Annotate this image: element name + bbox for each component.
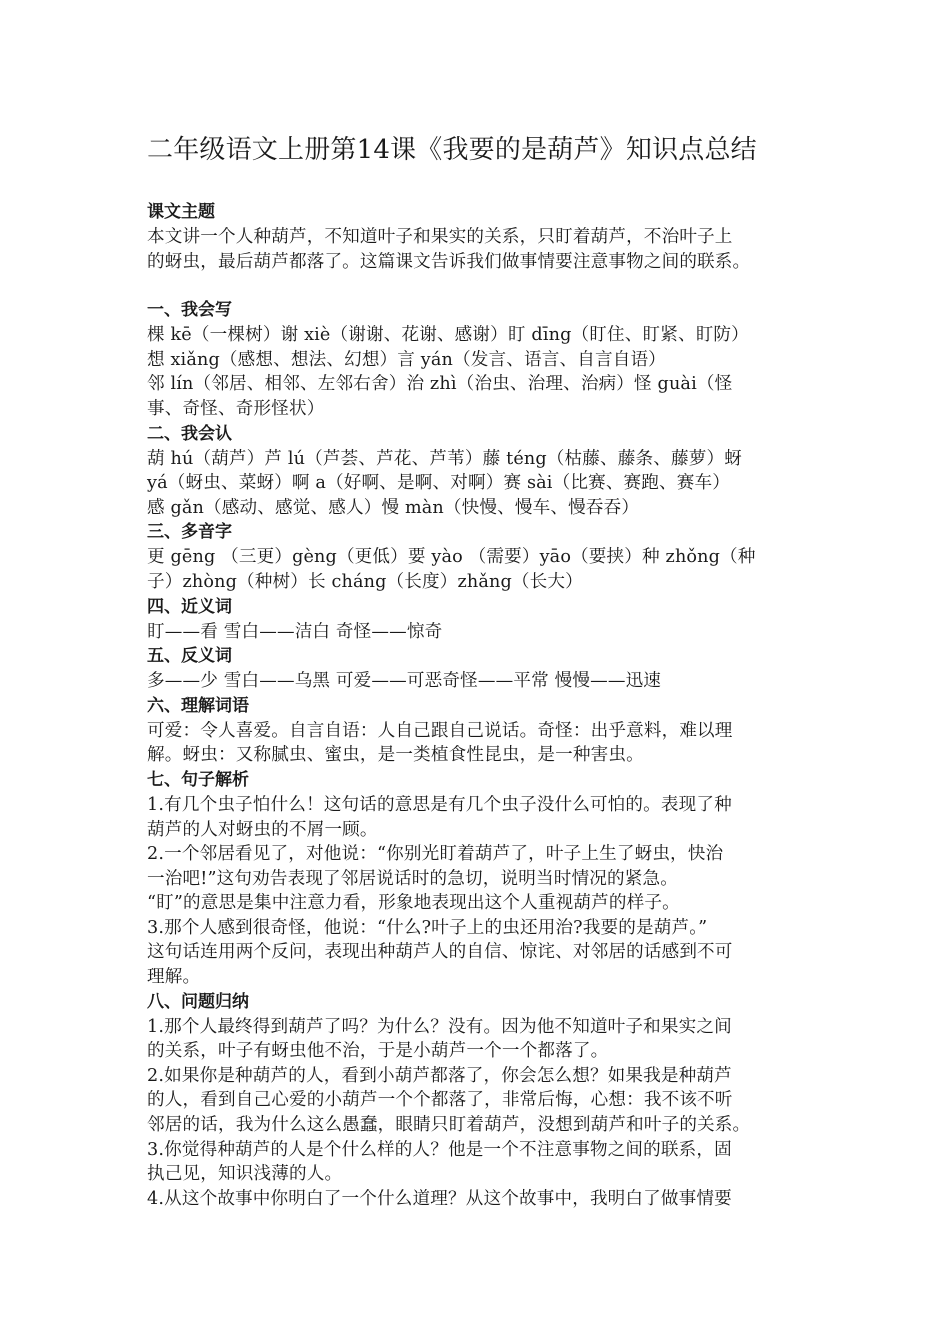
- questions-line: 执己见，知识浅薄的人。: [147, 1164, 343, 1185]
- section-heading-theme: 课文主题: [147, 202, 215, 222]
- write-line: 想 xiǎng（感想、想法、幻想）言 yán（发言、语言、自言自语）: [147, 349, 666, 370]
- questions-line: 邻居的话，我为什么这么愚蠢，眼睛只盯着葫芦，没想到葫芦和叶子的关系。: [147, 1115, 751, 1136]
- section-heading-antonyms: 五、反义词: [147, 646, 232, 667]
- polyphones-line: 子）zhòng（种树）长 cháng（长度）zhǎng（长大）: [147, 571, 583, 592]
- write-line: 邻 lín（邻居、相邻、左邻右舍）治 zhì（治虫、治理、治病）怪 guài（怪: [147, 374, 733, 395]
- questions-line: 的人，看到自己心爱的小葫芦一个个都落了，非常后悔，心想：我不该不听: [147, 1090, 733, 1111]
- sentence-analysis-line: 这句话连用两个反问，表现出种葫芦人的自信、惊诧、对邻居的话感到不可: [147, 942, 733, 963]
- theme-line: 的蚜虫，最后葫芦都落了。这篇课文告诉我们做事情要注意事物之间的联系。: [147, 251, 751, 272]
- section-heading-sentence-analysis: 七、句子解析: [147, 769, 249, 790]
- recognize-line: yá（蚜虫、菜蚜）啊 a（好啊、是啊、对啊）赛 sài（比赛、赛跑、赛车）: [147, 473, 731, 494]
- section-heading-synonyms: 四、近义词: [147, 596, 232, 617]
- questions-line: 2.如果你是种葫芦的人，看到小葫芦都落了，你会怎么想？如果我是种葫芦: [147, 1065, 732, 1086]
- section-heading-recognize: 二、我会认: [147, 423, 232, 444]
- write-line: 棵 kē（一棵树）谢 xiè（谢谢、花谢、感谢）盯 dīng（盯住、盯紧、盯防）: [147, 325, 749, 346]
- paragraph-gap: [147, 274, 819, 298]
- recognize-line: 葫 hú（葫芦）芦 lú（芦荟、芦花、芦苇）藤 téng（枯藤、藤条、藤萝）蚜: [147, 448, 742, 469]
- vocabulary-line: 可爱：令人喜爱。自言自语：人自己跟自己说话。奇怪：出乎意料，难以理: [147, 720, 733, 741]
- questions-line: 3.你觉得种葫芦的人是个什么样的人？他是一个不注意事物之间的联系，固: [147, 1139, 732, 1160]
- vocabulary-line: 解。蚜虫：又称腻虫、蜜虫，是一类植食性昆虫，是一种害虫。: [147, 745, 644, 766]
- questions-line: 1.那个人最终得到葫芦了吗？为什么？没有。因为他不知道叶子和果实之间: [147, 1016, 732, 1037]
- section-heading-polyphones: 三、多音字: [147, 522, 232, 543]
- sentence-analysis-line: “盯”的意思是集中注意力看，形象地表现出这个人重视葫芦的样子。: [147, 893, 680, 914]
- document-body: [147, 200, 819, 1211]
- sentence-analysis-line: 2.一个邻居看见了，对他说：“你别光盯着葫芦了，叶子上生了蚜虫，快治: [147, 844, 724, 865]
- sentence-analysis-line: 一治吧!”这句劝告表现了邻居说话时的急切，说明当时情况的紧急。: [147, 868, 678, 889]
- recognize-line: 感 gǎn（感动、感觉、感人）慢 màn（快慢、慢车、慢吞吞）: [147, 497, 640, 518]
- section-heading-questions: 八、问题归纳: [147, 991, 249, 1012]
- sentence-analysis-line: 3.那个人感到很奇怪，他说：“什么?叶子上的虫还用治?我要的是葫芦。”: [147, 917, 708, 938]
- synonyms-line: 盯——看 雪白——洁白 奇怪——惊奇: [147, 621, 443, 642]
- sentence-analysis-line: 1.有几个虫子怕什么！这句话的意思是有几个虫子没什么可怕的。表现了种: [147, 794, 732, 815]
- sentence-analysis-line: 理解。: [147, 967, 201, 988]
- page-title: 二年级语文上册第14课《我要的是葫芦》知识点总结: [147, 135, 757, 165]
- section-heading-vocabulary: 六、理解词语: [147, 695, 249, 716]
- questions-line: 4.从这个故事中你明白了一个什么道理？从这个故事中，我明白了做事情要: [147, 1188, 732, 1209]
- polyphones-line: 更 gēng （三更）gèng（更低）要 yào （需要）yāo（要挟）种 zhǒng（种: [147, 547, 756, 568]
- theme-line: 本文讲一个人种葫芦，不知道叶子和果实的关系，只盯着葫芦，不治叶子上: [147, 227, 733, 247]
- sentence-analysis-line: 葫芦的人对蚜虫的不屑一顾。: [147, 819, 378, 840]
- antonyms-line: 多——少 雪白——乌黑 可爱——可恶奇怪——平常 慢慢——迅速: [147, 671, 662, 692]
- section-heading-write: 一、我会写: [147, 300, 232, 321]
- write-line: 事、奇怪、奇形怪状）: [147, 398, 325, 419]
- questions-line: 的关系，叶子有蚜虫他不治，于是小葫芦一个一个都落了。: [147, 1041, 609, 1062]
